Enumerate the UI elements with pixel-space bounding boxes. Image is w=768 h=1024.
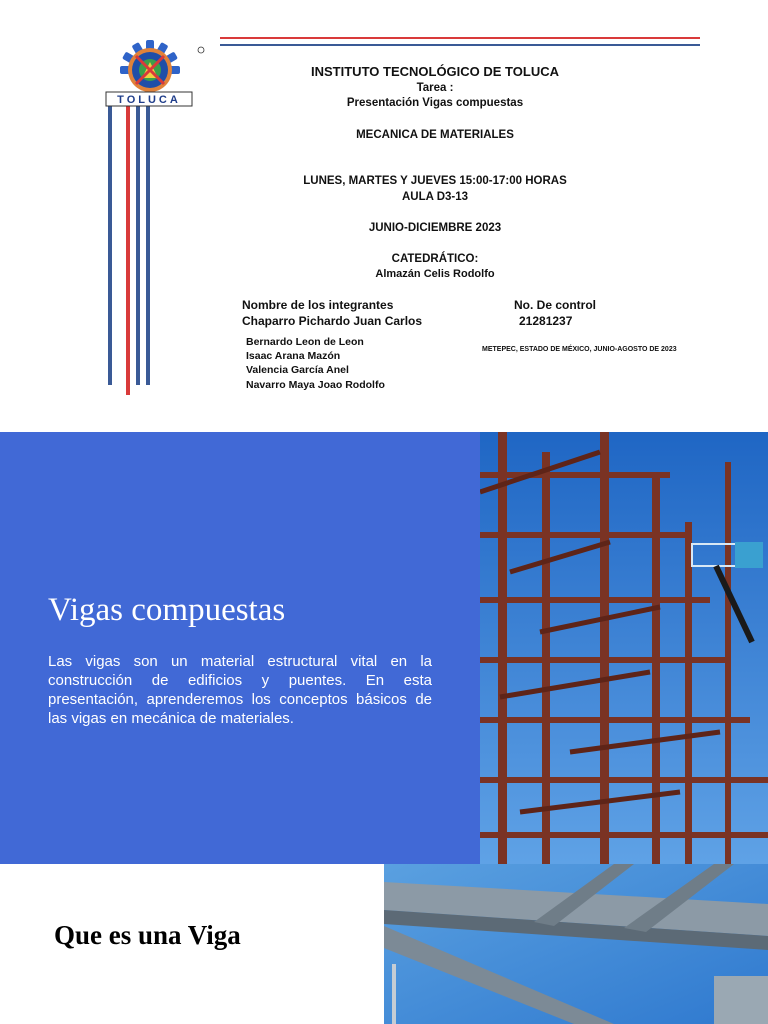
- vertical-red-line: [126, 105, 130, 395]
- control-number: 21281237: [519, 314, 573, 328]
- control-header: No. De control: [514, 298, 597, 312]
- header-red-line: [220, 37, 700, 39]
- steel-frame-photo: [480, 432, 768, 864]
- logo-text: TOLUCA: [117, 94, 181, 106]
- teacher-label: CATEDRÁTICO:: [391, 253, 479, 265]
- member-name: Valencia García Anel: [246, 364, 349, 376]
- member-name: Isaac Arana Mazón: [246, 350, 341, 362]
- class-room: AULA D3-13: [401, 191, 469, 203]
- definition-slide: [0, 864, 768, 1024]
- teacher-name: Almazán Celis Rodolfo: [375, 268, 495, 280]
- vertical-blue-line: [108, 105, 112, 385]
- member-name: Chaparro Pichardo Juan Carlos: [242, 314, 423, 328]
- members-header: Nombre de los integrantes: [242, 298, 394, 312]
- member-name: Bernardo Leon de Leon: [246, 336, 364, 348]
- subject-name: MECANICA DE MATERIALES: [356, 129, 514, 141]
- location-date: METEPEC, ESTADO DE MÉXICO, JUNIO-AGOSTO DE 2023: [482, 346, 677, 353]
- academic-period: JUNIO-DICIEMBRE 2023: [368, 222, 502, 234]
- vertical-blue-line: [136, 105, 140, 385]
- task-label: Tarea :: [416, 82, 454, 94]
- class-schedule: LUNES, MARTES Y JUEVES 15:00-17:00 HORAS: [303, 175, 567, 187]
- header-blue-line: [220, 44, 700, 46]
- cover-page: [0, 0, 768, 432]
- vertical-blue-line: [146, 105, 150, 385]
- slide-title: Vigas compuestas: [48, 592, 286, 628]
- institute-logo-icon: [98, 40, 210, 110]
- intro-slide: [0, 432, 480, 864]
- institute-name: INSTITUTO TECNOLÓGICO DE TOLUCA: [311, 64, 559, 79]
- steel-beam-photo: [384, 864, 768, 1024]
- slide-title: Que es una Viga: [54, 920, 241, 950]
- slide-body-text: Las vigas son un material estructural vital en la construcción de edificios y puentes. En esta presentación, aprenderemos los conceptos básicos de las vigas en mecánica de materiales.: [48, 653, 432, 727]
- member-name: Navarro Maya Joao Rodolfo: [246, 379, 385, 391]
- task-title: Presentación Vigas compuestas: [346, 97, 524, 109]
